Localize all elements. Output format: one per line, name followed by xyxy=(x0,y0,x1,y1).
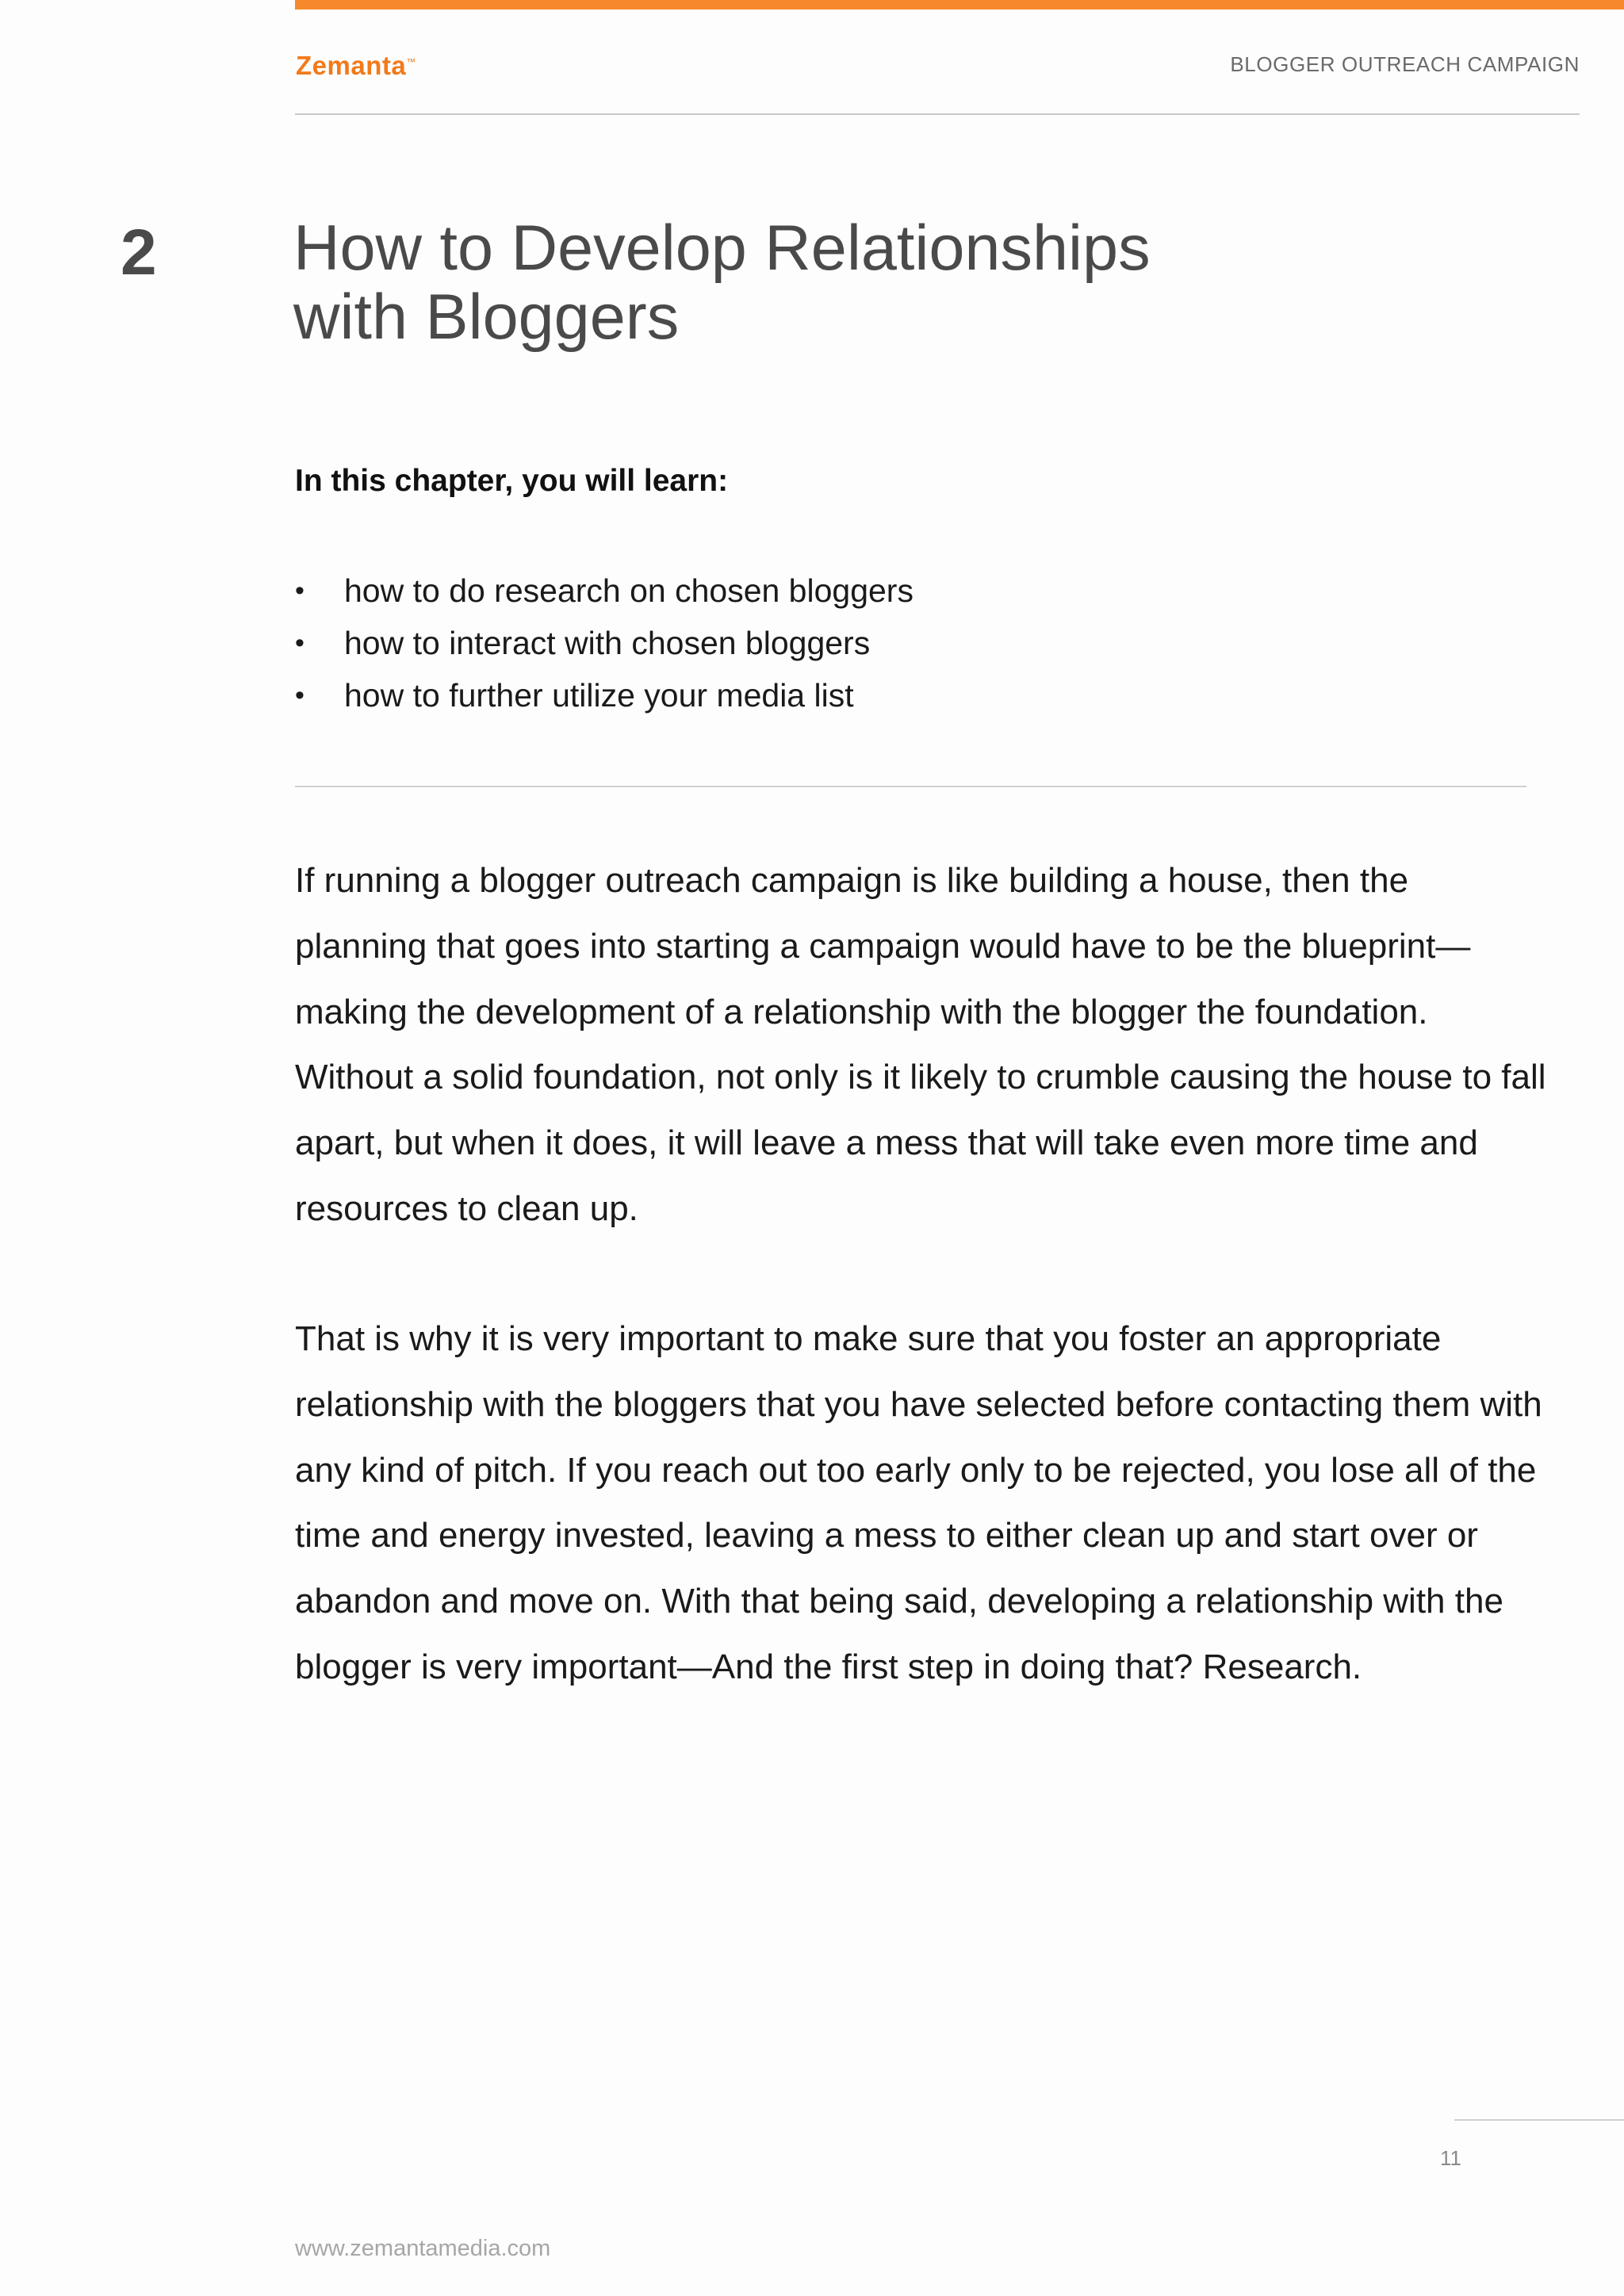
body-paragraph-1: If running a blogger outreach campaign is like building a house, then the planning that goes into starting a campaign would have to be the blueprint—making the development of a relationship with the blogger the foundation. Without a solid foundation, not only is it likely to crumble causing the house to fall apart, but when it does, it will leave a mess that will take even more time and resources to clean up. xyxy=(295,861,1546,1228)
logo-text: Zemanta xyxy=(296,51,407,80)
bullet-icon: • xyxy=(295,576,304,606)
learning-objectives-list xyxy=(295,564,914,721)
chapter-title-line-1: How to Develop Relationships xyxy=(293,212,1151,284)
section-divider xyxy=(295,786,1526,787)
top-accent-bar xyxy=(295,0,1624,10)
page-number: 11 xyxy=(1440,2146,1461,2170)
chapter-title xyxy=(293,214,1404,352)
chapter-number: 2 xyxy=(121,216,157,289)
footer-divider xyxy=(1454,2119,1624,2121)
list-item-text: how to interact with chosen bloggers xyxy=(344,625,871,661)
list-item-text: how to do research on chosen bloggers xyxy=(344,572,914,609)
document-title: BLOGGER OUTREACH CAMPAIGN xyxy=(1230,52,1580,76)
logo-trademark: ™ xyxy=(406,56,416,67)
footer-website-link[interactable]: www.zemantamedia.com xyxy=(295,2236,551,2261)
body-paragraph-2: That is why it is very important to make sure that you foster an appropriate relationship with the bloggers that you have selected before contacting them with any kind of pitch. If you reach out too early only to be rejected, you lose all of the time and energy invested, leaving a mess to either clean up and start over or abandon and move on. With that being said, developing a relationship with the blogger is very important—And the first step in doing that? Research. xyxy=(295,1319,1542,1686)
bullet-icon: • xyxy=(295,680,304,710)
list-item xyxy=(295,669,914,721)
zemanta-logo xyxy=(296,51,416,81)
list-item-text: how to further utilize your media list xyxy=(344,677,854,714)
list-item xyxy=(295,617,914,669)
learn-heading: In this chapter, you will learn: xyxy=(295,464,729,498)
list-item xyxy=(295,564,914,617)
bullet-icon: • xyxy=(295,628,304,658)
header-divider xyxy=(295,113,1580,115)
chapter-title-line-2: with Bloggers xyxy=(293,281,680,353)
